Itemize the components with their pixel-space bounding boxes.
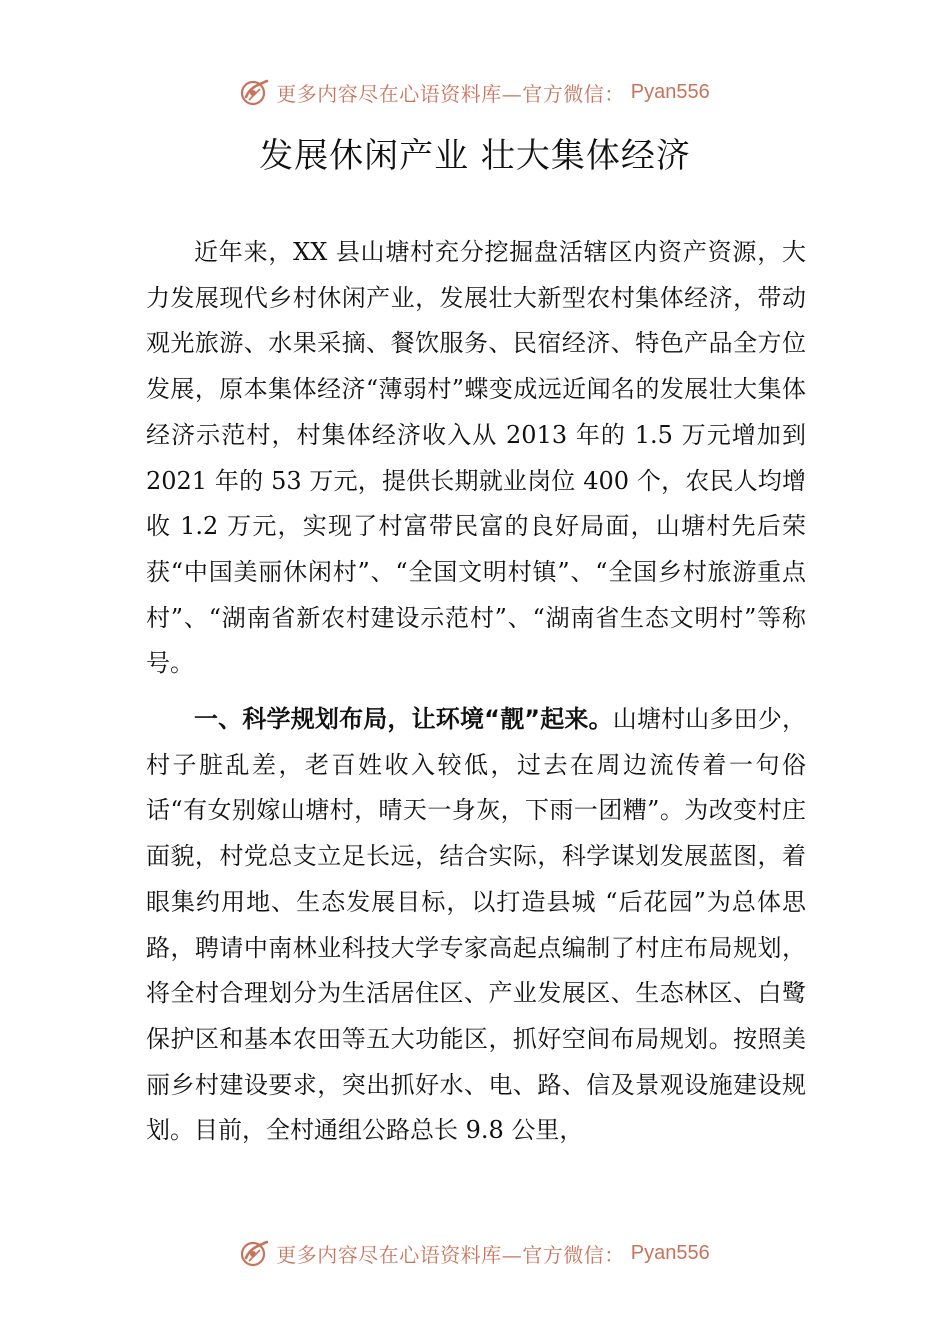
document-body bbox=[146, 230, 806, 1154]
document-title: 发展休闲产业 壮大集体经济 bbox=[259, 136, 691, 176]
watermark-header bbox=[0, 72, 950, 112]
library-logo-icon bbox=[240, 1238, 270, 1268]
watermark-text: 更多内容尽在心语资料库—官方微信： bbox=[276, 81, 625, 106]
paragraph-intro bbox=[146, 230, 806, 687]
watermark-account: Pyan556 bbox=[630, 1241, 710, 1264]
watermark-text: 更多内容尽在心语资料库—官方微信： bbox=[276, 1242, 625, 1267]
paragraph-section-1 bbox=[146, 697, 806, 1154]
paragraph-text: 山塘村山多田少，村子脏乱差，老百姓收入较低，过去在周边流传着一句俗话“有女别嫁山塘村，晴天一身灰，下雨一团糟”。为改变村庄面貌，村党总支立足长远，结合实际，科学谋划发展蓝图，着眼集约用地、生态发展目标，以打造县城 “后花园”为总体思路，聘请中南林业科技大学专家高起点编制了村庄布局规划，将全村合理划分为生活居住区、产业发展区、生态林区、白鹭保护区和基本农田等五大功能区，抓好空间布局规划。按照美丽乡村建设要求，突出抓好水、电、路、信及景观设施建设规划。目前，全村通组公路总长 9.8 公里， bbox=[146, 705, 807, 1145]
library-logo-icon bbox=[240, 77, 270, 107]
watermark-footer bbox=[0, 1233, 950, 1273]
section-heading: 一、科学规划布局，让环境“靓”起来。 bbox=[194, 705, 613, 734]
watermark-account: Pyan556 bbox=[630, 80, 710, 103]
paragraph-text: 近年来，XX 县山塘村充分挖掘盘活辖区内资产资源，大力发展现代乡村休闲产业，发展壮大新型农村集体经济，带动观光旅游、水果采摘、餐饮服务、民宿经济、特色产品全方位发展，原本集体经济“薄弱村”蝶变成远近闻名的发展壮大集体经济示范村，村集体经济收入从 2013 年的 1.5 万元增加到 2021 年的 53 万元，提供长期就业岗位 400 个，农民人均增收 1.2 万元，实现了村富带民富的良好局面，山塘村先后荣获“中国美丽休闲村”、“全国文明村镇”、“全国乡村旅游重点村”、“湖南省新农村建设示范村”、“湖南省生态文明村”等称号。 bbox=[146, 238, 806, 678]
